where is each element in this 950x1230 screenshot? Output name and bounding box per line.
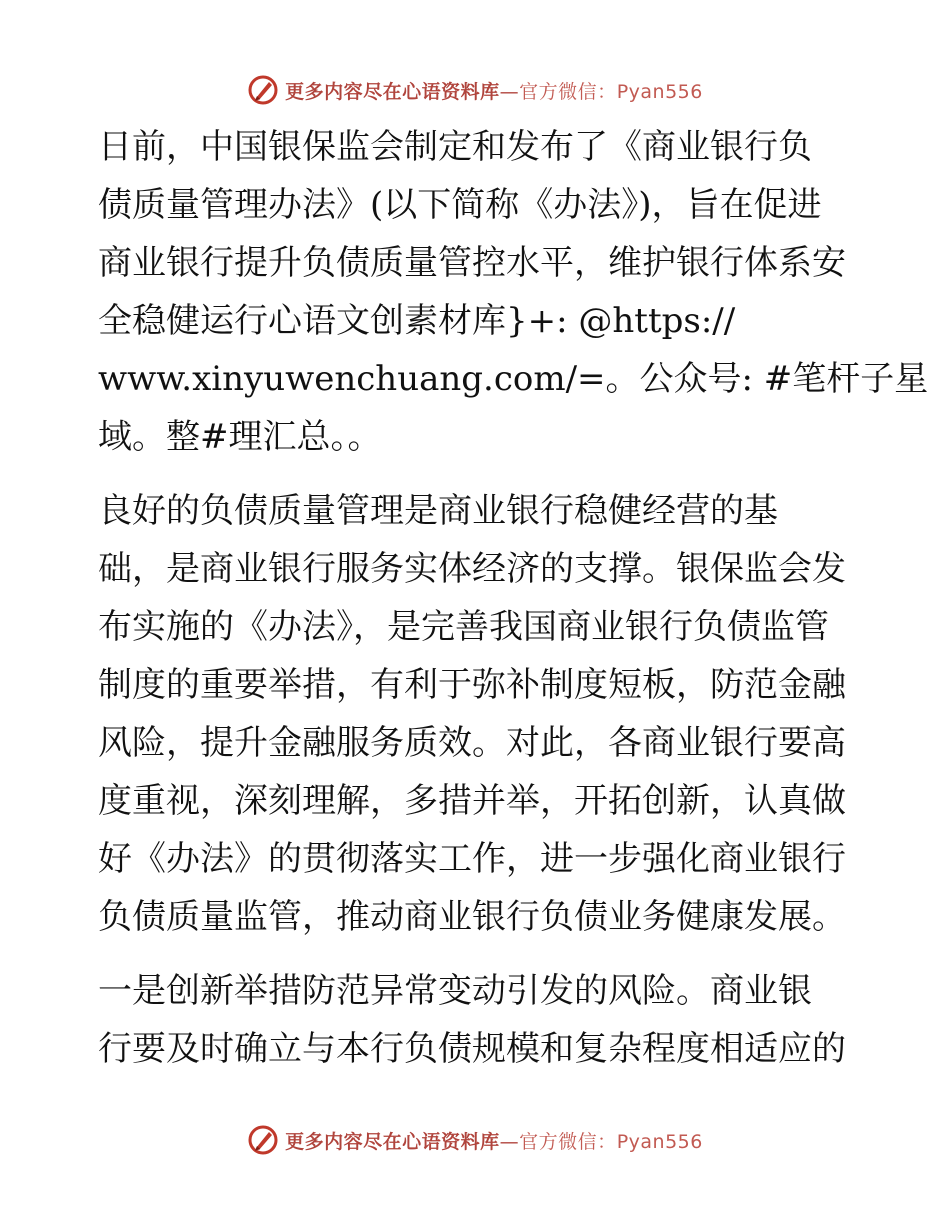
text-line: 好《办法》的贯彻落实工作，进一步强化商业银行 bbox=[98, 839, 846, 879]
banner-wechat-id: Pyan556 bbox=[616, 80, 703, 103]
text-line: 一是创新举措防范异常变动引发的风险。商业银 bbox=[98, 971, 812, 1011]
text-line: 良好的负债质量管理是商业银行稳健经营的基 bbox=[98, 491, 778, 531]
text-line: www.xinyuwenchuang.com/=。公众号: #笔杆子星 bbox=[98, 359, 929, 399]
text-line: 度重视，深刻理解，多措并举，开拓创新，认真做 bbox=[98, 781, 846, 821]
banner-separator: — bbox=[499, 80, 520, 103]
text-line: 础，是商业银行服务实体经济的支撑。银保监会发 bbox=[98, 549, 846, 589]
banner-wechat-label: 官方微信： bbox=[519, 80, 617, 103]
document-body bbox=[98, 118, 929, 1078]
banner-text bbox=[285, 1127, 703, 1154]
paragraph bbox=[98, 962, 850, 1078]
text-line: 风险，提升金融服务质效。对此，各商业银行要高 bbox=[98, 723, 846, 763]
text-line: 债质量管理办法》(以下简称《办法》)，旨在促进 bbox=[98, 185, 822, 225]
text-line: 负债质量监管，推动商业银行负债业务健康发展。 bbox=[98, 897, 846, 937]
banner-wechat-id: Pyan556 bbox=[616, 1130, 703, 1153]
quill-logo-icon bbox=[247, 74, 279, 106]
text-line: 域。整#理汇总。。 bbox=[98, 417, 382, 457]
quill-logo-icon bbox=[247, 1124, 279, 1156]
footer-banner bbox=[0, 1120, 950, 1160]
text-line: 日前，中国银保监会制定和发布了《商业银行负 bbox=[98, 127, 812, 167]
paragraph bbox=[98, 482, 850, 946]
header-banner bbox=[0, 70, 950, 110]
banner-wechat-label: 官方微信： bbox=[519, 1130, 617, 1153]
text-line: 制度的重要举措，有利于弥补制度短板，防范金融 bbox=[98, 665, 846, 705]
banner-title: 更多内容尽在心语资料库 bbox=[285, 1130, 500, 1153]
text-line: 布实施的《办法》，是完善我国商业银行负债监管 bbox=[98, 607, 829, 647]
banner-text bbox=[285, 77, 703, 104]
banner-title: 更多内容尽在心语资料库 bbox=[285, 80, 500, 103]
text-line: 商业银行提升负债质量管控水平，维护银行体系安 bbox=[98, 243, 846, 283]
banner-separator: — bbox=[499, 1130, 520, 1153]
text-line: 行要及时确立与本行负债规模和复杂程度相适应的 bbox=[98, 1029, 846, 1069]
text-line: 全稳健运行心语文创素材库}+: @https:// bbox=[98, 301, 736, 341]
paragraph bbox=[98, 118, 929, 466]
